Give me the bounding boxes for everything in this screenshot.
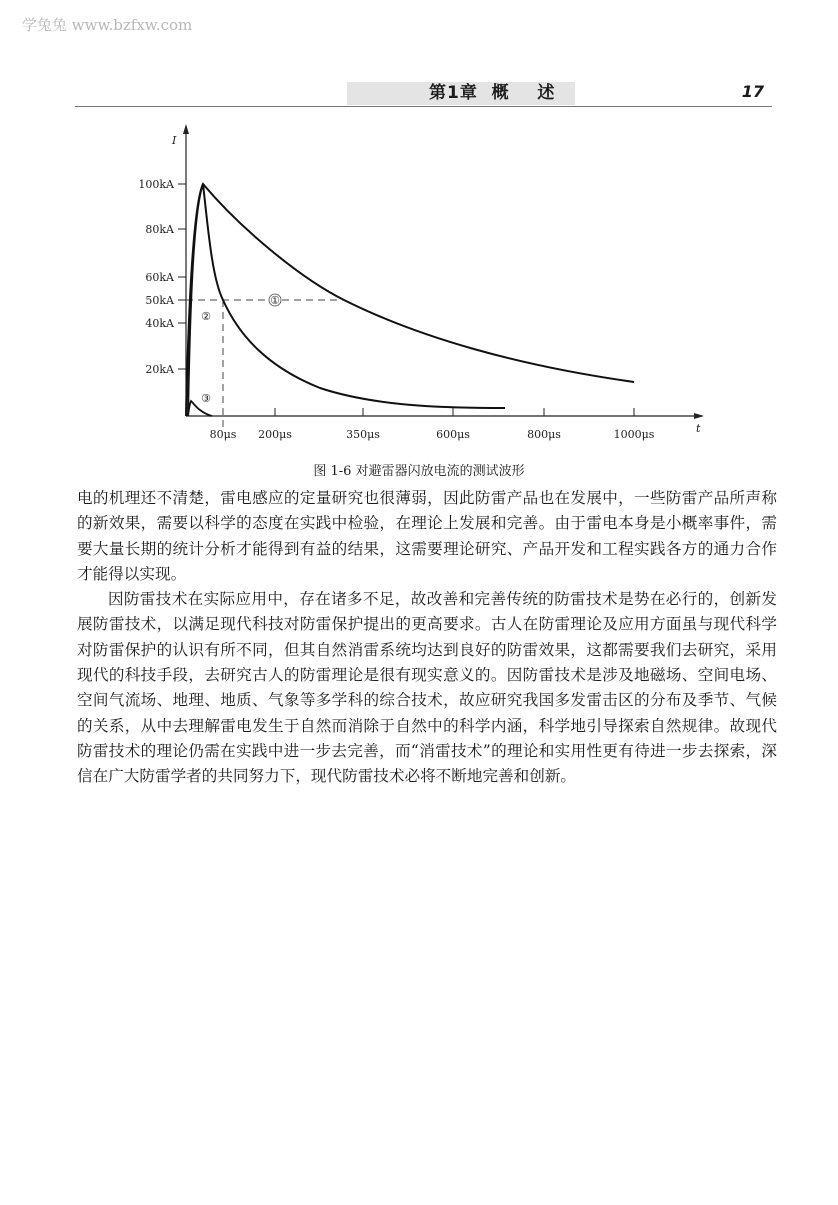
- y-tick-label: 100kA: [138, 178, 174, 191]
- curve-label-1: ①: [270, 294, 280, 307]
- page-header: [75, 80, 772, 107]
- x-tick-label: 350μs: [346, 428, 380, 441]
- curve-label-3: ③: [201, 392, 211, 405]
- x-tick-label: 600μs: [436, 428, 470, 441]
- x-axis-arrow-icon: [694, 413, 704, 419]
- y-tick-label: 60kA: [145, 271, 174, 284]
- watermark: 学兔兔 www.bzfxw.com: [22, 16, 193, 34]
- x-tick-label: 80μs: [209, 428, 237, 441]
- x-tick-label: 200μs: [258, 428, 292, 441]
- page-number: 17: [741, 82, 764, 101]
- y-tick-label: 20kA: [145, 363, 174, 376]
- x-axis-label: t: [696, 422, 701, 435]
- x-tick-label: 800μs: [527, 428, 561, 441]
- curve-label-2: ②: [201, 310, 211, 323]
- y-axis-arrow-icon: [183, 124, 189, 134]
- paragraph: 因防雷技术在实际应用中，存在诸多不足，故改善和完善传统的防雷技术是势在必行的，创新发展防雷技术，以满足现代科技对防雷保护提出的更高要求。古人在防雷理论及应用方面虽与现代科学对防雷保护的认识有所不同，但其自然消雷系统均达到良好的防雷效果，这都需要我们去研究，采用现代的科技手段，去研究古人的防雷理论是很有现实意义的。因防雷技术是涉及地磁场、空间电场、空间气流场、地理、地质、气象等多学科的综合技术，故应研究我国多发雷击区的分布及季节、气候的关系，从中去理解雷电发生于自然而消除于自然中的科学内涵，科学地引导探索自然规律。故现代防雷技术的理论仍需在实践中进一步去完善，而“消雷技术”的理论和实用性更有待进一步去探索，深信在广大防雷学者的共同努力下，现代防雷技术必将不断地完善和创新。: [77, 590, 777, 786]
- curve-1: [186, 184, 634, 416]
- x-tick-label: 1000μs: [613, 428, 655, 441]
- y-tick-label: 50kA: [145, 294, 174, 307]
- y-tick-label: 80kA: [145, 223, 174, 236]
- y-axis-label: I: [172, 134, 177, 147]
- chapter-title: 第1章 概 述: [347, 82, 575, 105]
- waveform-chart: [100, 118, 720, 458]
- paragraph: 电的机理还不清楚，雷电感应的定量研究也很薄弱，因此防雷产品也在发展中，一些防雷产品所声称的新效果，需要以科学的态度在实践中检验，在理论上发展和完善。由于雷电本身是小概率事件，需要大量长期的统计分析才能得到有益的结果，这需要理论研究、产品开发和工程实践各方的通力合作才能得以实现。: [77, 489, 777, 583]
- y-tick-label: 40kA: [145, 317, 174, 330]
- figure-caption: 图 1-6 对避雷器闪放电流的测试波形: [313, 464, 525, 479]
- body-text: [77, 486, 777, 790]
